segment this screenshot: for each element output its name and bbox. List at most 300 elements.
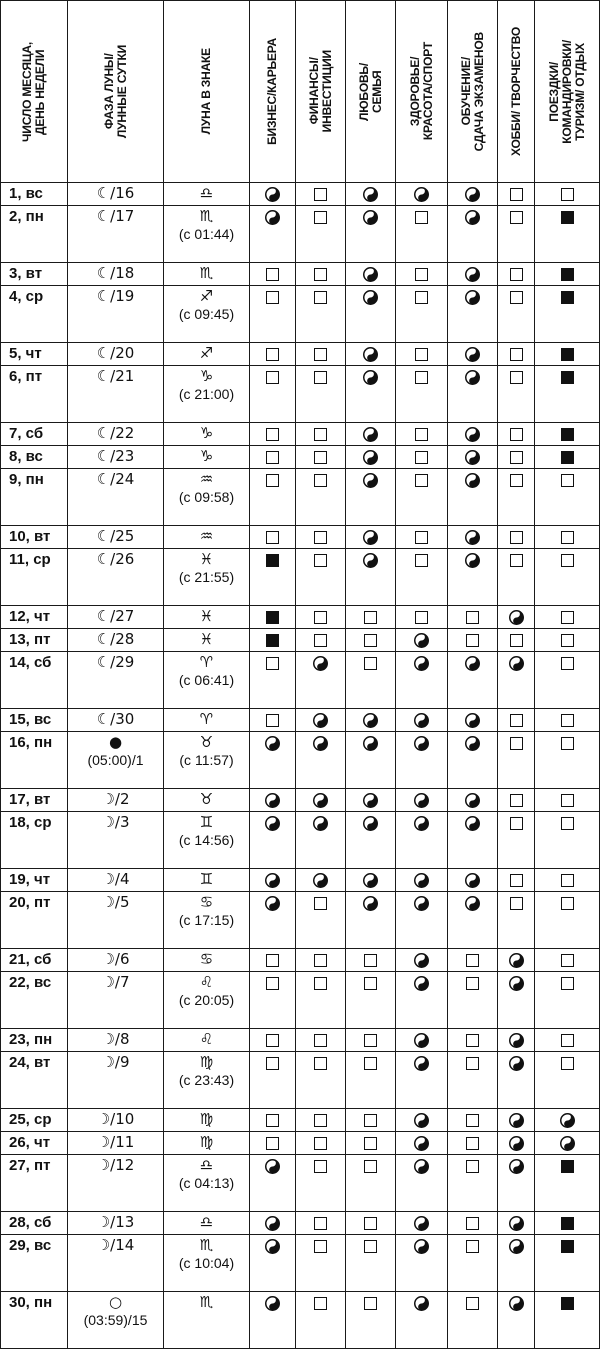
table-row	[1, 892, 600, 949]
rating-cell	[346, 1029, 396, 1052]
table-row	[1, 446, 600, 469]
moon-phase-icon: ☾/26	[96, 550, 135, 568]
rating-cell	[296, 606, 346, 629]
moon-phase-icon: ☾/17	[96, 207, 135, 225]
empty-square-icon	[364, 977, 377, 990]
yin-yang-icon	[265, 816, 280, 831]
yin-yang-icon	[414, 187, 429, 202]
yin-yang-icon	[414, 953, 429, 968]
rating-cell	[296, 286, 346, 343]
zodiac-sign-icon: ♎	[199, 184, 214, 202]
day-cell: 25, ср	[1, 1109, 68, 1132]
rating-cell	[498, 1212, 535, 1235]
moon-phase-icon: ☾/29	[96, 653, 135, 671]
header-health	[396, 1, 448, 183]
rating-cell	[296, 949, 346, 972]
rating-cell	[296, 423, 346, 446]
empty-square-icon	[314, 554, 327, 567]
rating-cell	[498, 606, 535, 629]
yin-yang-icon	[465, 713, 480, 728]
rating-cell	[498, 1155, 535, 1212]
yin-yang-icon	[363, 713, 378, 728]
day-cell: 9, пн	[1, 469, 68, 526]
yin-yang-icon	[313, 656, 328, 671]
rating-cell	[250, 263, 296, 286]
zodiac-sign-icon: ♑	[199, 367, 214, 385]
phase-cell	[68, 629, 164, 652]
phase-cell	[68, 789, 164, 812]
sign-change-time: (с 06:41)	[178, 672, 235, 688]
rating-cell	[448, 549, 498, 606]
rating-cell	[396, 1212, 448, 1235]
zodiac-sign-icon: ♈	[199, 653, 214, 671]
rating-cell	[448, 869, 498, 892]
header-row	[1, 1, 600, 183]
table-row	[1, 1052, 600, 1109]
rating-cell	[396, 1132, 448, 1155]
rating-cell	[296, 1109, 346, 1132]
rating-cell	[535, 1052, 600, 1109]
day-cell: 18, ср	[1, 812, 68, 869]
table-row	[1, 789, 600, 812]
empty-square-icon	[510, 737, 523, 750]
moon-phase-icon: ●	[108, 733, 123, 751]
yin-yang-icon	[465, 210, 480, 225]
rating-cell	[250, 972, 296, 1029]
yin-yang-icon	[363, 210, 378, 225]
rating-cell	[346, 183, 396, 206]
table-row	[1, 469, 600, 526]
rating-cell	[296, 263, 346, 286]
yin-yang-icon	[465, 816, 480, 831]
table-row	[1, 1132, 600, 1155]
yin-yang-icon	[509, 1216, 524, 1231]
moon-phase-icon: ☽/7	[101, 973, 130, 991]
rating-cell	[396, 1052, 448, 1109]
yin-yang-icon	[363, 450, 378, 465]
yin-yang-icon	[414, 873, 429, 888]
day-cell: 12, чт	[1, 606, 68, 629]
rating-cell	[535, 949, 600, 972]
day-cell: 2, пн	[1, 206, 68, 263]
empty-square-icon	[314, 428, 327, 441]
empty-square-icon	[314, 211, 327, 224]
day-cell: 23, пн	[1, 1029, 68, 1052]
table-row	[1, 869, 600, 892]
rating-cell	[448, 629, 498, 652]
empty-square-icon	[266, 371, 279, 384]
rating-cell	[498, 732, 535, 789]
day-cell: 13, пт	[1, 629, 68, 652]
yin-yang-icon	[509, 1033, 524, 1048]
empty-square-icon	[561, 474, 574, 487]
day-cell: 3, вт	[1, 263, 68, 286]
rating-cell	[448, 423, 498, 446]
empty-square-icon	[314, 268, 327, 281]
phase-cell	[68, 709, 164, 732]
yin-yang-icon	[560, 1136, 575, 1151]
rating-cell	[448, 469, 498, 526]
yin-yang-icon	[465, 347, 480, 362]
empty-square-icon	[415, 554, 428, 567]
phase-cell	[68, 1212, 164, 1235]
yin-yang-icon	[509, 976, 524, 991]
rating-cell	[498, 1109, 535, 1132]
header-label: ПОЕЗДКИ/ КОМАНДИРОВКИ/ ТУРИЗМ/ ОТДЫХ	[546, 39, 587, 144]
rating-cell	[448, 183, 498, 206]
phase-time: (03:59)/15	[83, 1312, 148, 1328]
rating-cell	[250, 629, 296, 652]
empty-square-icon	[561, 188, 574, 201]
zodiac-cell	[164, 206, 250, 263]
table-row	[1, 812, 600, 869]
empty-square-icon	[314, 1034, 327, 1047]
rating-cell	[535, 789, 600, 812]
zodiac-sign-icon: ♑	[199, 447, 214, 465]
yin-yang-icon	[560, 1113, 575, 1128]
rating-cell	[396, 1292, 448, 1349]
empty-square-icon	[314, 611, 327, 624]
rating-cell	[498, 366, 535, 423]
rating-cell	[346, 1052, 396, 1109]
rating-cell	[535, 972, 600, 1029]
empty-square-icon	[314, 1057, 327, 1070]
zodiac-cell	[164, 732, 250, 789]
rating-cell	[296, 732, 346, 789]
rating-cell	[498, 972, 535, 1029]
rating-cell	[346, 606, 396, 629]
rating-cell	[498, 286, 535, 343]
rating-cell	[498, 446, 535, 469]
sign-change-time: (с 17:15)	[178, 912, 235, 928]
rating-cell	[396, 629, 448, 652]
yin-yang-icon	[414, 1216, 429, 1231]
yin-yang-icon	[363, 290, 378, 305]
yin-yang-icon	[414, 1113, 429, 1128]
rating-cell	[250, 526, 296, 549]
yin-yang-icon	[363, 530, 378, 545]
phase-cell	[68, 1292, 164, 1349]
rating-cell	[296, 789, 346, 812]
moon-phase-icon: ☽/8	[101, 1030, 130, 1048]
empty-square-icon	[510, 451, 523, 464]
rating-cell	[448, 1292, 498, 1349]
yin-yang-icon	[313, 873, 328, 888]
rating-cell	[448, 286, 498, 343]
zodiac-sign-icon: ♒	[199, 470, 214, 488]
empty-square-icon	[466, 1160, 479, 1173]
rating-cell	[296, 1212, 346, 1235]
empty-square-icon	[364, 1057, 377, 1070]
rating-cell	[498, 1029, 535, 1052]
yin-yang-icon	[465, 267, 480, 282]
yin-yang-icon	[509, 1113, 524, 1128]
day-cell: 17, вт	[1, 789, 68, 812]
empty-square-icon	[510, 554, 523, 567]
yin-yang-icon	[465, 873, 480, 888]
rating-cell	[535, 606, 600, 629]
zodiac-cell	[164, 286, 250, 343]
rating-cell	[346, 1212, 396, 1235]
rating-cell	[396, 812, 448, 869]
rating-cell	[498, 526, 535, 549]
moon-phase-icon: ☽/4	[101, 870, 130, 888]
rating-cell	[448, 606, 498, 629]
empty-square-icon	[561, 554, 574, 567]
rating-cell	[498, 1052, 535, 1109]
rating-cell	[250, 1109, 296, 1132]
table-row	[1, 206, 600, 263]
rating-cell	[396, 1235, 448, 1292]
day-cell: 16, пн	[1, 732, 68, 789]
rating-cell	[396, 206, 448, 263]
yin-yang-icon	[313, 713, 328, 728]
header-travel	[535, 1, 600, 183]
empty-square-icon	[314, 451, 327, 464]
header-business	[250, 1, 296, 183]
empty-square-icon	[510, 371, 523, 384]
phase-cell	[68, 469, 164, 526]
empty-square-icon	[266, 268, 279, 281]
rating-cell	[448, 949, 498, 972]
empty-square-icon	[314, 1137, 327, 1150]
empty-square-icon	[510, 268, 523, 281]
empty-square-icon	[314, 1114, 327, 1127]
table-row	[1, 1235, 600, 1292]
table-row	[1, 1212, 600, 1235]
yin-yang-icon	[465, 290, 480, 305]
rating-cell	[296, 709, 346, 732]
filled-square-icon	[561, 1217, 574, 1230]
rating-cell	[296, 972, 346, 1029]
zodiac-sign-icon: ♋	[199, 893, 214, 911]
zodiac-cell	[164, 366, 250, 423]
rating-cell	[296, 812, 346, 869]
rating-cell	[296, 526, 346, 549]
yin-yang-icon	[265, 1216, 280, 1231]
table-row	[1, 286, 600, 343]
header-label: ЧИСЛО МЕСЯЦА, ДЕНЬ НЕДЕЛИ	[20, 41, 47, 142]
rating-cell	[296, 1235, 346, 1292]
rating-cell	[498, 423, 535, 446]
calendar-body	[1, 183, 600, 1349]
rating-cell	[396, 1109, 448, 1132]
filled-square-icon	[561, 211, 574, 224]
table-row	[1, 1029, 600, 1052]
sign-change-time: (с 09:45)	[178, 306, 235, 322]
yin-yang-icon	[265, 1239, 280, 1254]
sign-change-time: (с 21:00)	[178, 386, 235, 402]
phase-cell	[68, 606, 164, 629]
rating-cell	[346, 286, 396, 343]
empty-square-icon	[266, 474, 279, 487]
zodiac-cell	[164, 1132, 250, 1155]
day-cell: 22, вс	[1, 972, 68, 1029]
yin-yang-icon	[509, 656, 524, 671]
empty-square-icon	[266, 657, 279, 670]
rating-cell	[535, 1155, 600, 1212]
rating-cell	[346, 206, 396, 263]
rating-cell	[346, 949, 396, 972]
yin-yang-icon	[465, 187, 480, 202]
rating-cell	[396, 789, 448, 812]
rating-cell	[396, 869, 448, 892]
rating-cell	[346, 1235, 396, 1292]
filled-square-icon	[561, 371, 574, 384]
zodiac-sign-icon: ♐	[199, 287, 214, 305]
empty-square-icon	[314, 474, 327, 487]
rating-cell	[498, 949, 535, 972]
table-row	[1, 1109, 600, 1132]
yin-yang-icon	[363, 370, 378, 385]
rating-cell	[250, 949, 296, 972]
rating-cell	[535, 652, 600, 709]
rating-cell	[535, 709, 600, 732]
zodiac-sign-icon: ♑	[199, 424, 214, 442]
empty-square-icon	[510, 897, 523, 910]
table-row	[1, 423, 600, 446]
zodiac-sign-icon: ♏	[199, 264, 214, 282]
zodiac-cell	[164, 972, 250, 1029]
yin-yang-icon	[313, 793, 328, 808]
header-phase	[68, 1, 164, 183]
rating-cell	[448, 732, 498, 789]
zodiac-sign-icon: ♍	[199, 1133, 214, 1151]
rating-cell	[396, 343, 448, 366]
phase-cell	[68, 263, 164, 286]
yin-yang-icon	[363, 187, 378, 202]
zodiac-sign-icon: ♌	[199, 973, 214, 991]
rating-cell	[535, 469, 600, 526]
rating-cell	[396, 732, 448, 789]
yin-yang-icon	[414, 1033, 429, 1048]
rating-cell	[346, 366, 396, 423]
rating-cell	[296, 652, 346, 709]
rating-cell	[396, 1155, 448, 1212]
empty-square-icon	[561, 954, 574, 967]
rating-cell	[448, 206, 498, 263]
empty-square-icon	[364, 1160, 377, 1173]
phase-cell	[68, 446, 164, 469]
rating-cell	[346, 469, 396, 526]
empty-square-icon	[314, 954, 327, 967]
yin-yang-icon	[414, 1056, 429, 1071]
empty-square-icon	[466, 1114, 479, 1127]
empty-square-icon	[364, 1137, 377, 1150]
empty-square-icon	[510, 291, 523, 304]
empty-square-icon	[314, 634, 327, 647]
header-label: ЛЮБОВЬ/ СЕМЬЯ	[356, 62, 384, 121]
empty-square-icon	[466, 1217, 479, 1230]
empty-square-icon	[314, 977, 327, 990]
rating-cell	[250, 709, 296, 732]
empty-square-icon	[364, 1114, 377, 1127]
rating-cell	[535, 183, 600, 206]
rating-cell	[296, 892, 346, 949]
rating-cell	[296, 366, 346, 423]
filled-square-icon	[266, 554, 279, 567]
rating-cell	[535, 1212, 600, 1235]
moon-phase-icon: ☽/13	[96, 1213, 135, 1231]
day-cell: 19, чт	[1, 869, 68, 892]
rating-cell	[448, 446, 498, 469]
zodiac-cell	[164, 343, 250, 366]
rating-cell	[535, 423, 600, 446]
rating-cell	[346, 709, 396, 732]
zodiac-cell	[164, 1235, 250, 1292]
rating-cell	[296, 469, 346, 526]
rating-cell	[396, 549, 448, 606]
zodiac-cell	[164, 446, 250, 469]
moon-phase-icon: ○	[108, 1293, 123, 1311]
empty-square-icon	[364, 657, 377, 670]
rating-cell	[296, 869, 346, 892]
rating-cell	[535, 549, 600, 606]
empty-square-icon	[561, 874, 574, 887]
rating-cell	[498, 206, 535, 263]
phase-cell	[68, 206, 164, 263]
empty-square-icon	[415, 428, 428, 441]
rating-cell	[396, 709, 448, 732]
header-study	[448, 1, 498, 183]
empty-square-icon	[561, 897, 574, 910]
filled-square-icon	[561, 348, 574, 361]
day-cell: 21, сб	[1, 949, 68, 972]
rating-cell	[498, 183, 535, 206]
rating-cell	[346, 526, 396, 549]
rating-cell	[296, 1029, 346, 1052]
rating-cell	[396, 263, 448, 286]
day-cell: 5, чт	[1, 343, 68, 366]
rating-cell	[396, 286, 448, 343]
empty-square-icon	[415, 474, 428, 487]
rating-cell	[448, 1155, 498, 1212]
header-hobby	[498, 1, 535, 183]
empty-square-icon	[314, 1160, 327, 1173]
zodiac-sign-icon: ♏	[199, 1293, 214, 1311]
moon-phase-icon: ☽/3	[101, 813, 130, 831]
table-row	[1, 949, 600, 972]
rating-cell	[448, 812, 498, 869]
yin-yang-icon	[465, 793, 480, 808]
zodiac-cell	[164, 949, 250, 972]
rating-cell	[296, 343, 346, 366]
rating-cell	[535, 206, 600, 263]
day-cell: 15, вс	[1, 709, 68, 732]
yin-yang-icon	[363, 553, 378, 568]
yin-yang-icon	[363, 896, 378, 911]
filled-square-icon	[561, 428, 574, 441]
rating-cell	[250, 892, 296, 949]
rating-cell	[250, 286, 296, 343]
rating-cell	[250, 1052, 296, 1109]
yin-yang-icon	[363, 267, 378, 282]
empty-square-icon	[561, 634, 574, 647]
sign-change-time: (с 23:43)	[178, 1072, 235, 1088]
yin-yang-icon	[414, 1296, 429, 1311]
yin-yang-icon	[265, 736, 280, 751]
moon-phase-icon: ☾/16	[96, 184, 135, 202]
yin-yang-icon	[509, 1159, 524, 1174]
moon-phase-icon: ☽/6	[101, 950, 130, 968]
moon-phase-icon: ☾/23	[96, 447, 135, 465]
yin-yang-icon	[414, 1239, 429, 1254]
phase-cell	[68, 286, 164, 343]
moon-phase-icon: ☾/21	[96, 367, 135, 385]
empty-square-icon	[314, 531, 327, 544]
yin-yang-icon	[414, 896, 429, 911]
phase-cell	[68, 869, 164, 892]
